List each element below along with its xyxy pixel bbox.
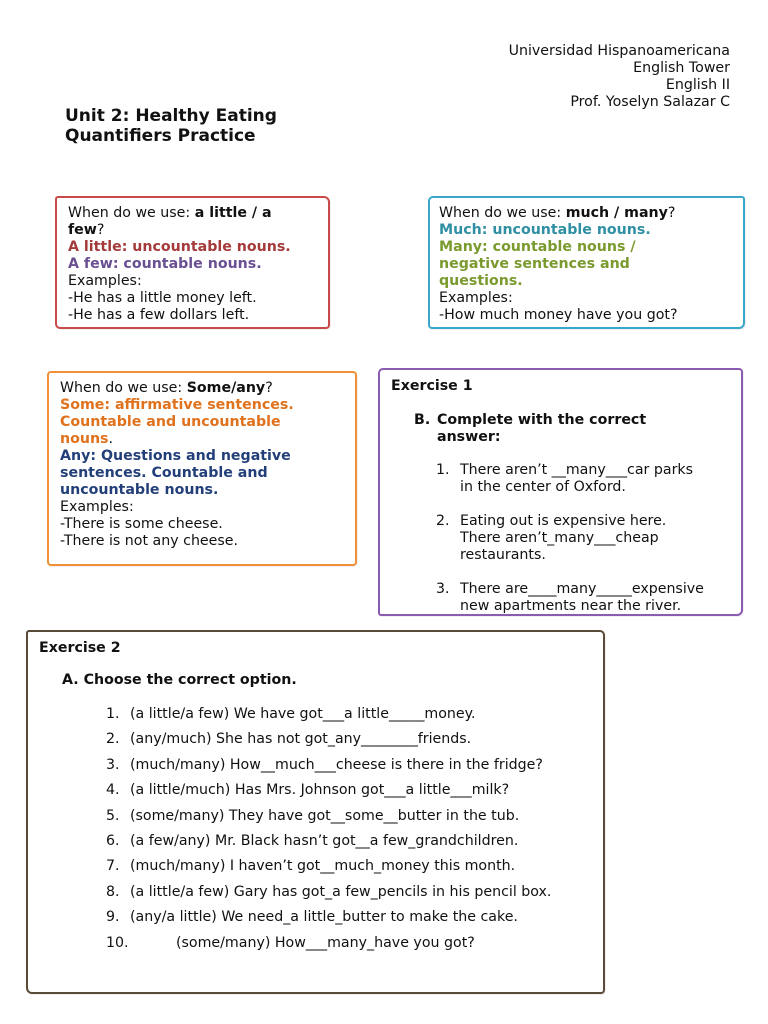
exercise-1-instruction: B. Complete with the correct answer:: [414, 412, 647, 445]
much-many-question: When do we use: much / many?: [439, 205, 676, 221]
examples-label: Examples:: [60, 499, 134, 515]
exercise-2-item: 4. (a little/much) Has Mrs. Johnson got___a little___milk?: [106, 782, 510, 799]
exercise-2-item: 2. (any/much) She has not got_any________friends.: [106, 731, 472, 748]
some-rule: Countable and uncountable: [60, 414, 281, 430]
many-rule: questions.: [439, 273, 523, 289]
much-many-box: [428, 196, 745, 329]
exercise-2-item: 8. (a little/a few) Gary has got_a few_pencils in his pencil box.: [106, 883, 552, 900]
exercise-1-heading: Exercise 1: [391, 378, 473, 394]
exercise-1-item: 1. There aren’t __many___car parks in the center of Oxford.: [436, 462, 694, 495]
exercise-2-box: [26, 630, 605, 994]
example-item: -He has a little money left.: [68, 290, 257, 306]
exercise-2-item: 5. (some/many) They have got__some__butter in the tub.: [106, 807, 520, 824]
little-few-box: When do we use: a little / a few? A little: uncountable nouns. A few: countable nouns. Examples: -He has a little money left. -He has a few dollars left.: [55, 196, 330, 329]
many-rule: negative sentences and: [439, 256, 630, 272]
much-rule: Much: uncountable nouns.: [439, 222, 651, 238]
few-rule: A few: countable nouns.: [68, 256, 262, 272]
exercise-2-heading: Exercise 2: [39, 640, 121, 656]
exercise-2-instruction: A. Choose the correct option.: [62, 672, 297, 688]
example-item: -How much money have you got?: [439, 307, 678, 323]
exercise-1-box: [378, 368, 743, 616]
examples-label: Examples:: [68, 273, 142, 289]
exercise-2-item: 7. (much/many) I haven’t got__much_money this month.: [106, 858, 516, 875]
title-line-2: Quantifiers Practice: [65, 126, 256, 146]
example-item: -There is not any cheese.: [60, 533, 239, 549]
exercise-1-list: [436, 462, 726, 632]
course-name: English II: [665, 77, 730, 93]
any-rule: uncountable nouns.: [60, 482, 219, 498]
building-name: English Tower: [633, 60, 730, 76]
little-rule: A little: uncountable nouns.: [68, 239, 291, 255]
any-rule: Any: Questions and negative: [60, 448, 291, 464]
exercise-2-item: 3. (much/many) How__much___cheese is there in the fridge?: [106, 756, 543, 773]
professor-name: Prof. Yoselyn Salazar C: [570, 94, 730, 110]
little-few-question: When do we use: a little / a: [68, 205, 272, 221]
any-rule: sentences. Countable and: [60, 465, 268, 481]
exercise-2-item: 6. (a few/any) Mr. Black hasn’t got__a few_grandchildren.: [106, 832, 519, 849]
many-rule: Many: countable nouns /: [439, 239, 636, 255]
some-rule: nouns: [60, 431, 109, 447]
university-name: Universidad Hispanoamericana: [508, 43, 730, 59]
exercise-2-item: 10. (some/many) How___many_have you got?: [106, 934, 475, 951]
exercise-1-item: 3. There are____many_____expensive new apartments near the river.: [436, 581, 704, 614]
exercise-2-list: [106, 706, 551, 960]
some-any-box: When do we use: Some/any? Some: affirmative sentences. Countable and uncountable nouns. Any: Questions and negative sentences. Countable and uncountable nouns. Examples: -There is some cheese. -There is not any cheese.: [47, 371, 357, 566]
course-header: [509, 43, 730, 111]
some-any-question: When do we use: Some/any?: [60, 380, 273, 396]
examples-label: Examples:: [439, 290, 513, 306]
page-title: [65, 106, 277, 146]
exercise-2-item: 9. (any/a little) We need_a little_butter to make the cake.: [106, 909, 518, 926]
example-item: -There is some cheese.: [60, 516, 223, 532]
some-rule: Some: affirmative sentences.: [60, 397, 294, 413]
exercise-2-item: 1. (a little/a few) We have got___a little_____money.: [106, 706, 476, 722]
title-line-1: Unit 2: Healthy Eating: [65, 106, 277, 126]
exercise-1-item: 2. Eating out is expensive here. There aren’t_many___cheap restaurants.: [436, 513, 667, 563]
example-item: -He has a few dollars left.: [68, 307, 250, 323]
